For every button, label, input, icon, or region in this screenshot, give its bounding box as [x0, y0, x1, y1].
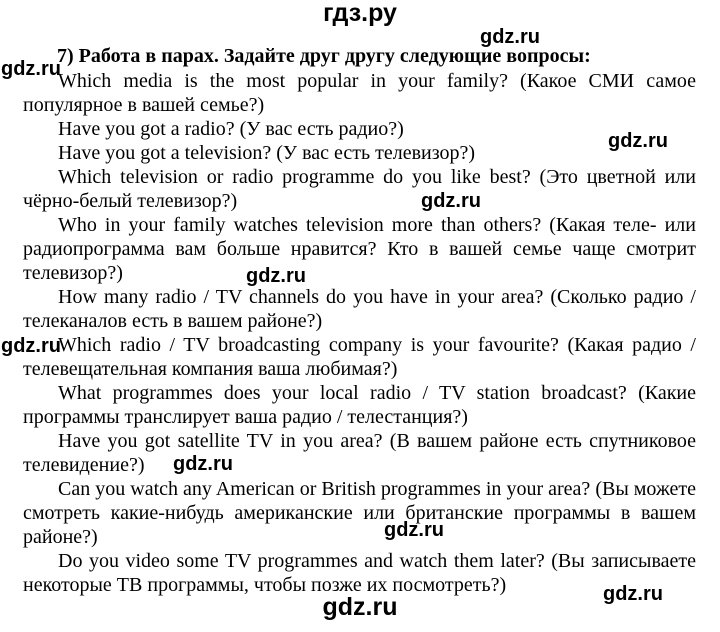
question-paragraph: Do you video some TV programmes and watch them later? (Вы записываете некоторые ТВ программы, чтобы позже их посмотреть?) [23, 550, 696, 596]
watermark: gdz.ru [173, 453, 233, 475]
question-paragraph: Which radio / TV broadcasting company is your favourite? (Какая радио / телевещательная компания ваша любимая?) [23, 334, 696, 380]
watermark: gdz.ru [246, 265, 306, 287]
task-heading: 7) Работа в парах. Задайте друг другу следующие вопросы: [57, 45, 591, 67]
watermark: gdz.ru [384, 519, 444, 541]
site-footer-title: gdz.ru [322, 593, 398, 621]
question-paragraph: Who in your family watches television more than others? (Какая теле- или радиопрограмма вам больше нравится? Кто в вашей семье чаще смотрит телевизор?) [23, 214, 696, 284]
site-header-title: гдз.ру [323, 0, 397, 27]
question-paragraph: Which media is the most popular in your family? (Какое СМИ самое популярное в вашей семье?) [23, 70, 696, 116]
watermark: gdz.ru [603, 583, 663, 605]
question-paragraph: Have you got a television? (У вас есть телевизор?) [58, 142, 476, 164]
watermark: gdz.ru [1, 58, 61, 80]
question-paragraph: Can you watch any American or British programmes in your area? (Вы можете смотреть какие-нибудь американские или британские программы в вашем районе?) [23, 478, 696, 548]
watermark: gdz.ru [480, 26, 540, 48]
question-paragraph: Have you got satellite TV in you area? (В вашем районе есть спутниковое телевидение?) [23, 430, 696, 476]
watermark: gdz.ru [421, 190, 481, 212]
question-paragraph: Have you got a radio? (У вас есть радио?) [58, 118, 404, 140]
question-paragraph: How many radio / TV channels do you have in your area? (Сколько радио / телеканалов есть в вашем районе?) [23, 286, 696, 332]
question-paragraph: What programmes does your local radio / TV station broadcast? (Какие программы транслирует ваша радио / телестанция?) [23, 382, 696, 428]
question-paragraph: Which television or radio programme do you like best? (Это цветной или чёрно-белый телевизор?) [23, 166, 696, 212]
watermark: gdz.ru [1, 335, 61, 357]
task-body [23, 69, 696, 597]
watermark: gdz.ru [608, 130, 668, 152]
